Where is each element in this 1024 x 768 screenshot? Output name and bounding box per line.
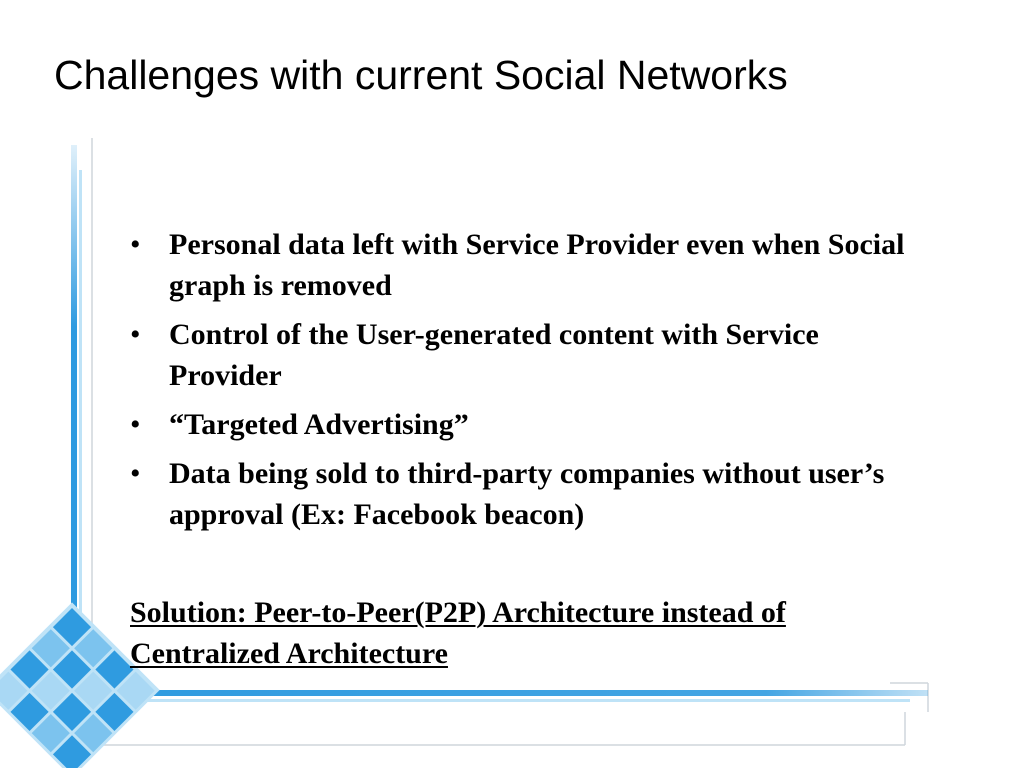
- bullet-point-icon: •: [130, 318, 141, 351]
- solution-statement: Solution: Peer-to-Peer(P2P) Architecture instead of Centralized Architecture: [130, 596, 786, 670]
- bullet-text: Data being sold to third-party companies without user’s approval (Ex: Facebook beacon): [169, 457, 885, 531]
- bullet-list: [130, 224, 930, 543]
- bullet-point-icon: •: [130, 408, 141, 441]
- accent-line-horizontal-light: [120, 699, 910, 702]
- bullet-text: “Targeted Advertising”: [169, 408, 469, 441]
- accent-line-vertical: [71, 145, 77, 665]
- bullet-item: [130, 224, 930, 306]
- slide-title: Challenges with current Social Networks: [54, 52, 788, 98]
- bullet-point-icon: •: [130, 228, 141, 261]
- accent-line-vertical-light: [79, 170, 82, 650]
- bullet-point-icon: •: [130, 457, 141, 490]
- bullet-text: Control of the User-generated content with Service Provider: [169, 318, 819, 392]
- accent-line-horizontal: [120, 690, 928, 696]
- bullet-item: [130, 314, 930, 396]
- bullet-item: [130, 453, 930, 535]
- bullet-item: [130, 404, 930, 445]
- bullet-text: Personal data left with Service Provider even when Social graph is removed: [169, 228, 905, 302]
